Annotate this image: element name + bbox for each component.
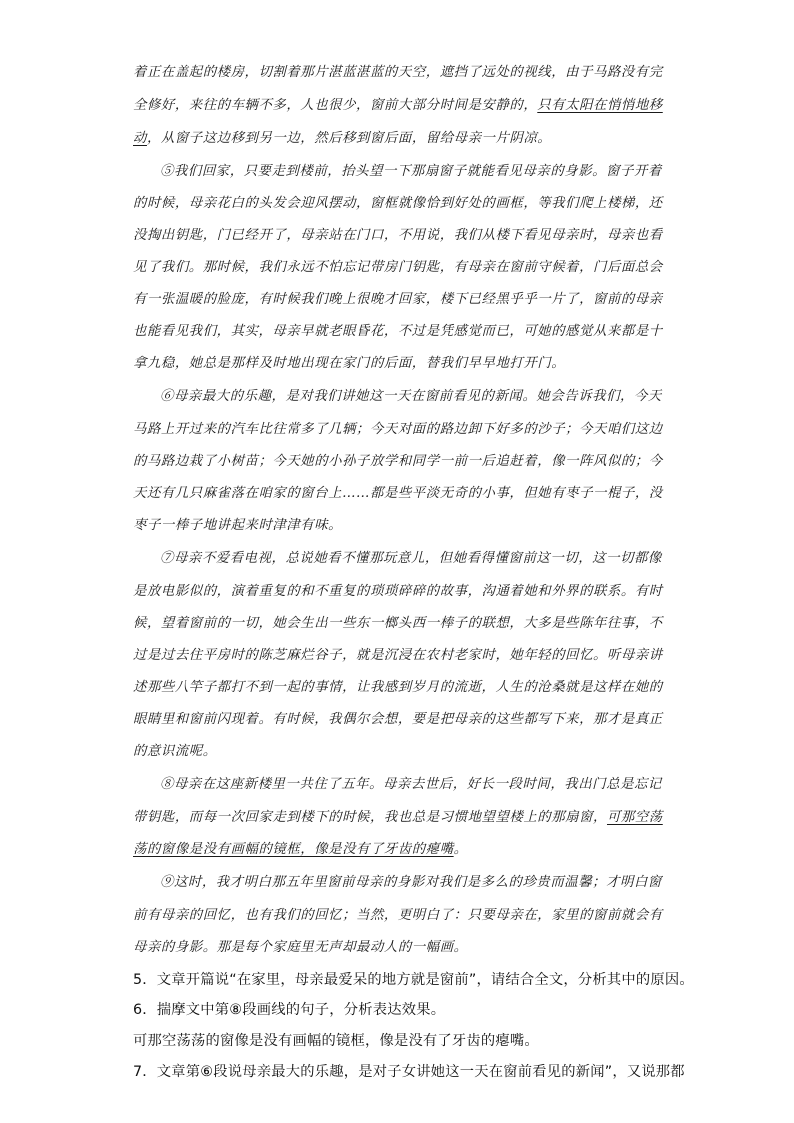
underlined-sentence: 荡的窗像是没有画幅的镜框，像是没有了牙齿的瘪嘴 [133,842,454,857]
underlined-phrase: 只有太阳在悄悄地移 [537,98,663,113]
passage-line: 着正在盖起的楼房，切割着那片湛蓝湛蓝的天空，遮挡了远处的视线，由于马路没有完 [133,65,663,80]
paragraph-5-line: 的时候，母亲花白的头发会迎风摆动，窗框就像恰到好处的画框，等我们爬上楼梯，还 [133,196,663,211]
underlined-sentence: 可那空荡 [606,810,663,825]
paragraph-6-line: 马路上开过来的汽车比往常多了几辆；今天对面的路边卸下好多的沙子；今天咱们这边 [133,422,663,437]
paragraph-7-line: 是放电影似的，演着重复的和不重复的琐琐碎碎的故事，沟通着她和外界的联系。有时 [133,584,663,599]
question-6: 6．揣摩文中第⑧段画线的句子，分析表达效果。 [133,1002,446,1018]
paragraph-7-line: 的意识流呢。 [133,744,217,759]
paragraph-5-line: 拿九稳，她总是那样及时地出现在家门的后面，替我们早早地打开门。 [133,356,566,371]
paragraph-7-line: ⑦母亲不爱看电视，总说她看不懂那玩意儿，但她看得懂窗前这一切，这一切都像 [160,551,662,566]
paragraph-7-line: 述那些八竿子都打不到一起的事情，让我感到岁月的流逝，人生的沧桑就是这样在她的 [133,680,663,695]
passage-line: 动，从窗子这边移到另一边，然后移到窗后面，留给母亲一片阴凉。 [133,131,552,146]
paragraph-5-line: 有一张温暖的脸庞，有时候我们晚上很晚才回家，楼下已经黑乎乎一片了，窗前的母亲 [133,292,663,307]
paragraph-9-line: 母亲的身影。那是每个家庭里无声却最动人的一幅画。 [133,940,468,955]
paragraph-8-line: ⑧母亲在这座新楼里一共住了五年。母亲去世后，好长一段时间，我出门总是忘记 [160,777,662,792]
paragraph-6-line: ⑥母亲最大的乐趣，是对我们讲她这一天在窗前看见的新闻。她会告诉我们，今天 [160,389,662,404]
paragraph-6-line: 的马路边栽了小树苗；今天她的小孙子放学和同学一前一后追赶着，像一阵风似的；今 [133,454,663,469]
paragraph-9-line: ⑨这时，我才明白那五年里窗前母亲的身影对我们是多么的珍贵而温馨；才明白窗 [160,875,662,890]
paragraph-7-line: 候，望着窗前的一切，她会生出一些东一榔头西一棒子的联想，大多是些陈年往事，不 [133,616,663,631]
paragraph-5-line: 没掏出钥匙，门已经开了，母亲站在门口，不用说，我们从楼下看见母亲时，母亲也看 [133,228,663,243]
question-5: 5．文章开篇说“在家里，母亲最爱呆的地方就是窗前”，请结合全文，分析其中的原因。 [133,972,694,988]
paragraph-6-line: 天还有几只麻雀落在咱家的窗台上……都是些平淡无奇的小事，但她有枣子一棍子，没 [133,486,663,501]
question-7: 7．文章第⑥段说母亲最大的乐趣，是对子女讲她这一天在窗前看见的新闻”，又说那都 [133,1064,685,1080]
paragraph-7-line: 眼睛里和窗前闪现着。有时候，我偶尔会想，要是把母亲的这些都写下来，那才是真正 [133,712,663,727]
paragraph-9-line: 前有母亲的回忆，也有我们的回忆；当然，更明白了：只要母亲在，家里的窗前就会有 [133,908,663,923]
paragraph-5-line: 也能看见我们，其实，母亲早就老眼昏花，不过是凭感觉而已，可她的感觉从来都是十 [133,324,663,339]
paragraph-6-line: 枣子一棒子地讲起来时津津有味。 [133,518,343,533]
paragraph-7-line: 过是过去住平房时的陈芝麻烂谷子，就是沉浸在农村老家时，她年轻的回忆。听母亲讲 [133,648,663,663]
paragraph-5-line: ⑤我们回家，只要走到楼前，抬头望一下那扇窗子就能看见母亲的身影。窗子开着 [160,164,662,179]
paragraph-5-line: 见了我们。那时候，我们永远不怕忘记带房门钥匙，有母亲在窗前守候着，门后面总会 [133,260,663,275]
underlined-phrase: 动 [133,131,147,146]
passage-line: 全修好，来往的车辆不多，人也很少，窗前大部分时间是安静的，只有太阳在悄悄地移 [133,98,663,113]
question-6-quote: 可那空荡荡的窗像是没有画幅的镜框，像是没有了牙齿的瘪嘴。 [133,1033,539,1049]
paragraph-8-line: 带钥匙，而每一次回家走到楼下的时候，我也总是习惯地望望楼上的那扇窗，可那空荡 [133,810,663,825]
paragraph-8-line: 荡的窗像是没有画幅的镜框，像是没有了牙齿的瘪嘴。 [133,842,468,857]
